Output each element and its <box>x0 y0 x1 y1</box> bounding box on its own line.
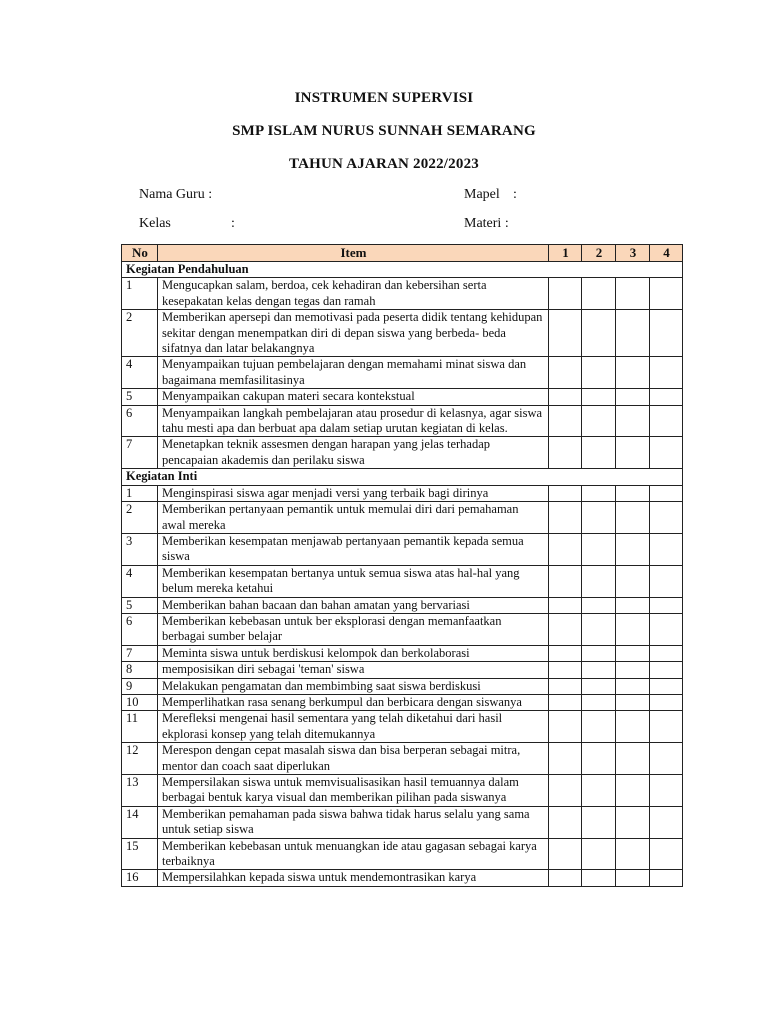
table-row <box>122 437 683 469</box>
row-item-text: Memberikan pemahaman pada siswa bahwa tidak harus selalu yang sama untuk setiap siswa <box>158 806 549 838</box>
score-cell-3[interactable] <box>616 645 650 661</box>
row-number: 7 <box>122 645 158 661</box>
score-cell-3[interactable] <box>616 437 650 469</box>
table-header-row <box>122 245 683 262</box>
score-cell-2[interactable] <box>582 694 616 710</box>
score-cell-4[interactable] <box>650 662 683 678</box>
score-cell-3[interactable] <box>616 870 650 886</box>
kelas-label: Kelas <box>139 216 171 231</box>
row-item-text: memposisikan diri sebagai 'teman' siswa <box>158 662 549 678</box>
table-row <box>122 405 683 437</box>
score-cell-3[interactable] <box>616 485 650 501</box>
score-cell-1[interactable] <box>549 711 582 743</box>
score-cell-4[interactable] <box>650 694 683 710</box>
header-score-2: 2 <box>582 245 616 262</box>
score-cell-2[interactable] <box>582 357 616 389</box>
table-row <box>122 678 683 694</box>
score-cell-3[interactable] <box>616 613 650 645</box>
score-cell-2[interactable] <box>582 565 616 597</box>
score-cell-4[interactable] <box>650 405 683 437</box>
header-score-4: 4 <box>650 245 683 262</box>
score-cell-1[interactable] <box>549 278 582 310</box>
row-number: 3 <box>122 533 158 565</box>
score-cell-4[interactable] <box>650 278 683 310</box>
row-number: 2 <box>122 310 158 357</box>
score-cell-1[interactable] <box>549 405 582 437</box>
section-pendahuluan <box>122 262 683 469</box>
score-cell-1[interactable] <box>549 645 582 661</box>
table-row <box>122 565 683 597</box>
score-cell-1[interactable] <box>549 694 582 710</box>
score-cell-2[interactable] <box>582 743 616 775</box>
guru-label: Nama Guru : <box>139 187 213 202</box>
mapel-label: Mapel <box>464 187 500 202</box>
row-item-text: Memberikan kebebasan untuk ber eksplorasi dengan memanfaatkan berbagai sumber belajar <box>158 613 549 645</box>
section-inti <box>122 469 683 887</box>
identity-form <box>139 185 559 243</box>
row-item-text: Memberikan pertanyaan pemantik untuk memulai diri dari pemahaman awal mereka <box>158 502 549 534</box>
table-row <box>122 502 683 534</box>
score-cell-1[interactable] <box>549 613 582 645</box>
supervision-table <box>121 244 683 887</box>
row-number: 12 <box>122 743 158 775</box>
table-row <box>122 806 683 838</box>
score-cell-3[interactable] <box>616 357 650 389</box>
score-cell-1[interactable] <box>549 870 582 886</box>
score-cell-1[interactable] <box>549 806 582 838</box>
row-item-text: Menginspirasi siswa agar menjadi versi yang terbaik bagi dirinya <box>158 485 549 501</box>
score-cell-2[interactable] <box>582 613 616 645</box>
section-header-row <box>122 262 683 278</box>
row-item-text: Meminta siswa untuk berdiskusi kelompok dan berkolaborasi <box>158 645 549 661</box>
row-number: 1 <box>122 485 158 501</box>
score-cell-2[interactable] <box>582 645 616 661</box>
score-cell-1[interactable] <box>549 310 582 357</box>
table-row <box>122 357 683 389</box>
score-cell-1[interactable] <box>549 678 582 694</box>
score-cell-2[interactable] <box>582 678 616 694</box>
row-item-text: Memberikan apersepi dan memotivasi pada peserta didik tentang kehidupan sekitar dengan menempatkan diri di depan siswa yang berbeda- beda sifatnya dan latar belakangnya <box>158 310 549 357</box>
identity-row-kelas <box>139 214 559 243</box>
row-number: 2 <box>122 502 158 534</box>
table-row <box>122 278 683 310</box>
score-cell-4[interactable] <box>650 743 683 775</box>
score-cell-4[interactable] <box>650 678 683 694</box>
row-item-text: Memberikan kesempatan bertanya untuk semua siswa atas hal-hal yang belum mereka ketahui <box>158 565 549 597</box>
score-cell-4[interactable] <box>650 806 683 838</box>
score-cell-3[interactable] <box>616 694 650 710</box>
score-cell-2[interactable] <box>582 502 616 534</box>
row-number: 5 <box>122 389 158 405</box>
table-row <box>122 389 683 405</box>
score-cell-2[interactable] <box>582 870 616 886</box>
identity-row-guru <box>139 185 559 214</box>
row-item-text: Menetapkan teknik assesmen dengan harapan yang jelas terhadap pencapaian akademis dan perilaku siswa <box>158 437 549 469</box>
table-row <box>122 870 683 886</box>
score-cell-1[interactable] <box>549 743 582 775</box>
materi-label: Materi : <box>464 216 509 231</box>
score-cell-4[interactable] <box>650 533 683 565</box>
score-cell-3[interactable] <box>616 565 650 597</box>
row-item-text: Memberikan bahan bacaan dan bahan amatan yang bervariasi <box>158 597 549 613</box>
row-item-text: Menyampaikan cakupan materi secara kontekstual <box>158 389 549 405</box>
score-cell-4[interactable] <box>650 310 683 357</box>
row-number: 14 <box>122 806 158 838</box>
score-cell-1[interactable] <box>549 565 582 597</box>
row-number: 4 <box>122 565 158 597</box>
row-item-text: Memberikan kebebasan untuk menuangkan ide atau gagasan sebagai karya terbaiknya <box>158 838 549 870</box>
score-cell-4[interactable] <box>650 389 683 405</box>
row-item-text: Merefleksi mengenai hasil sementara yang telah diketahui dari hasil ekplorasi konsep yang telah ditemukannya <box>158 711 549 743</box>
score-cell-2[interactable] <box>582 389 616 405</box>
score-cell-1[interactable] <box>549 533 582 565</box>
score-cell-4[interactable] <box>650 565 683 597</box>
header-item: Item <box>158 245 549 262</box>
score-cell-4[interactable] <box>650 597 683 613</box>
row-item-text: Mempersilakan siswa untuk memvisualisasikan hasil temuannya dalam berbagai bentuk karya visual dan memberikan pilihan pada siswanya <box>158 775 549 807</box>
table-row <box>122 694 683 710</box>
table-row <box>122 711 683 743</box>
table-row <box>122 597 683 613</box>
academic-year: TAHUN AJARAN 2022/2023 <box>289 156 479 172</box>
score-cell-3[interactable] <box>616 389 650 405</box>
score-cell-1[interactable] <box>549 662 582 678</box>
score-cell-3[interactable] <box>616 775 650 807</box>
score-cell-3[interactable] <box>616 662 650 678</box>
score-cell-2[interactable] <box>582 437 616 469</box>
score-cell-3[interactable] <box>616 310 650 357</box>
score-cell-1[interactable] <box>549 838 582 870</box>
document-header <box>0 86 768 185</box>
row-number: 5 <box>122 597 158 613</box>
score-cell-2[interactable] <box>582 806 616 838</box>
section-title-pendahuluan: Kegiatan Pendahuluan <box>122 262 683 278</box>
table-row <box>122 775 683 807</box>
row-number: 11 <box>122 711 158 743</box>
row-item-text: Memperlihatkan rasa senang berkumpul dan berbicara dengan siswanya <box>158 694 549 710</box>
row-item-text: Mengucapkan salam, berdoa, cek kehadiran dan kebersihan serta kesepakatan kelas dengan tegas dan ramah <box>158 278 549 310</box>
row-item-text: Memberikan kesempatan menjawab pertanyaan pemantik kepada semua siswa <box>158 533 549 565</box>
row-number: 15 <box>122 838 158 870</box>
score-cell-3[interactable] <box>616 678 650 694</box>
score-cell-2[interactable] <box>582 310 616 357</box>
score-cell-1[interactable] <box>549 389 582 405</box>
row-item-text: Mempersilahkan kepada siswa untuk mendemontrasikan karya <box>158 870 549 886</box>
score-cell-4[interactable] <box>650 838 683 870</box>
mapel-colon: : <box>513 187 517 202</box>
row-number: 9 <box>122 678 158 694</box>
table-row <box>122 645 683 661</box>
score-cell-3[interactable] <box>616 838 650 870</box>
score-cell-2[interactable] <box>582 533 616 565</box>
score-cell-1[interactable] <box>549 502 582 534</box>
row-number: 8 <box>122 662 158 678</box>
row-number: 4 <box>122 357 158 389</box>
table-row <box>122 613 683 645</box>
row-number: 13 <box>122 775 158 807</box>
row-item-text: Merespon dengan cepat masalah siswa dan bisa berperan sebagai mitra, mentor dan coach saat diperlukan <box>158 743 549 775</box>
row-item-text: Melakukan pengamatan dan membimbing saat siswa berdiskusi <box>158 678 549 694</box>
score-cell-3[interactable] <box>616 597 650 613</box>
row-number: 16 <box>122 870 158 886</box>
score-cell-4[interactable] <box>650 613 683 645</box>
score-cell-3[interactable] <box>616 711 650 743</box>
score-cell-3[interactable] <box>616 278 650 310</box>
row-number: 6 <box>122 613 158 645</box>
header-score-1: 1 <box>549 245 582 262</box>
header-score-3: 3 <box>616 245 650 262</box>
score-cell-2[interactable] <box>582 597 616 613</box>
score-cell-2[interactable] <box>582 278 616 310</box>
score-cell-4[interactable] <box>650 437 683 469</box>
score-cell-4[interactable] <box>650 357 683 389</box>
score-cell-4[interactable] <box>650 775 683 807</box>
row-number: 7 <box>122 437 158 469</box>
section-header-row <box>122 469 683 485</box>
table-row <box>122 533 683 565</box>
score-cell-3[interactable] <box>616 533 650 565</box>
score-cell-1[interactable] <box>549 437 582 469</box>
score-cell-3[interactable] <box>616 743 650 775</box>
score-cell-4[interactable] <box>650 645 683 661</box>
score-cell-2[interactable] <box>582 775 616 807</box>
table-row <box>122 838 683 870</box>
table-row <box>122 310 683 357</box>
score-cell-2[interactable] <box>582 711 616 743</box>
score-cell-1[interactable] <box>549 357 582 389</box>
score-cell-1[interactable] <box>549 775 582 807</box>
score-cell-2[interactable] <box>582 662 616 678</box>
document-title: INSTRUMEN SUPERVISI <box>294 90 474 106</box>
table-row <box>122 743 683 775</box>
score-cell-3[interactable] <box>616 405 650 437</box>
score-cell-4[interactable] <box>650 502 683 534</box>
kelas-colon: : <box>231 216 235 231</box>
row-item-text: Menyampaikan tujuan pembelajaran dengan memahami minat siswa dan bagaimana memfasilitasinya <box>158 357 549 389</box>
score-cell-4[interactable] <box>650 870 683 886</box>
row-number: 6 <box>122 405 158 437</box>
score-cell-1[interactable] <box>549 597 582 613</box>
row-item-text: Menyampaikan langkah pembelajaran atau prosedur di kelasnya, agar siswa tahu mesti apa dan berbuat apa dalam setiap urutan kegiatan di kelas. <box>158 405 549 437</box>
row-number: 1 <box>122 278 158 310</box>
score-cell-4[interactable] <box>650 485 683 501</box>
table-row <box>122 485 683 501</box>
score-cell-3[interactable] <box>616 502 650 534</box>
score-cell-2[interactable] <box>582 405 616 437</box>
score-cell-2[interactable] <box>582 485 616 501</box>
score-cell-3[interactable] <box>616 806 650 838</box>
row-number: 10 <box>122 694 158 710</box>
score-cell-1[interactable] <box>549 485 582 501</box>
school-name: SMP ISLAM NURUS SUNNAH SEMARANG <box>232 123 536 139</box>
score-cell-4[interactable] <box>650 711 683 743</box>
header-no: No <box>122 245 158 262</box>
table-row <box>122 662 683 678</box>
section-title-inti: Kegiatan Inti <box>122 469 683 485</box>
score-cell-2[interactable] <box>582 838 616 870</box>
